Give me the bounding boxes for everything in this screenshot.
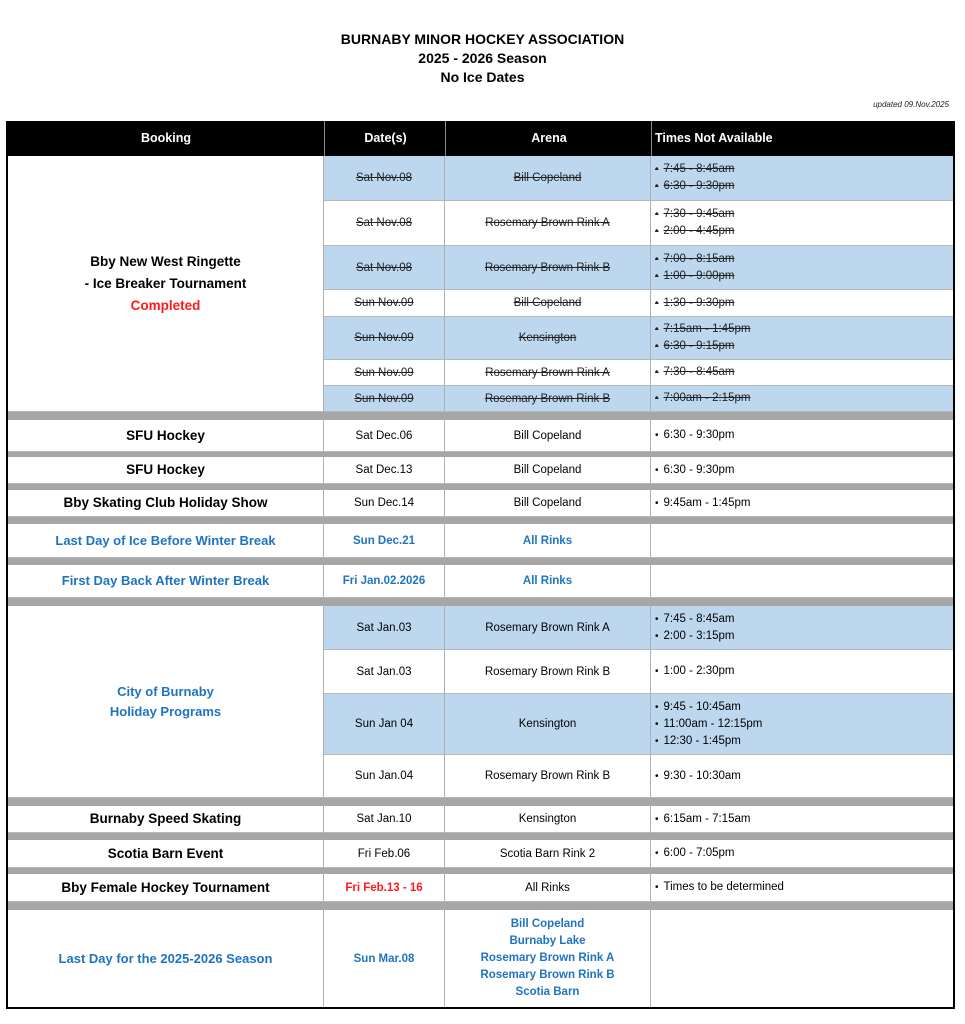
row-separator bbox=[8, 902, 953, 910]
date-cell: Sun Mar.08 bbox=[324, 910, 445, 1007]
arena-cell: Rosemary Brown Rink B bbox=[445, 755, 651, 798]
booking-speed-skating: Burnaby Speed Skating bbox=[8, 806, 324, 833]
time-slot: • 2:00 - 3:15pm bbox=[655, 628, 734, 645]
times-cell bbox=[651, 910, 953, 1007]
page-subtitle: No Ice Dates bbox=[440, 69, 525, 85]
booking-female-hockey: Bby Female Hockey Tournament bbox=[8, 874, 324, 902]
time-slot: • 9:45 - 10:45am bbox=[655, 699, 762, 716]
times-cell bbox=[651, 201, 953, 246]
times-cell bbox=[651, 840, 953, 868]
booking-sfu-hockey: SFU Hockey bbox=[8, 457, 324, 484]
time-slot: • 6:00 - 7:05pm bbox=[655, 845, 734, 862]
arena-cell: All Rinks bbox=[445, 524, 651, 558]
time-slot: • 7:00am - 2:15pm bbox=[655, 390, 750, 407]
time-slot: • 6:30 - 9:30pm bbox=[655, 462, 734, 479]
time-slot: • 7:45 - 8:45am bbox=[655, 611, 734, 628]
col-booking: Booking bbox=[141, 131, 191, 145]
booking-last-day-ice: Last Day of Ice Before Winter Break bbox=[8, 524, 324, 558]
times-cell bbox=[651, 156, 953, 201]
times-cell bbox=[651, 874, 953, 902]
times-cell bbox=[651, 524, 953, 558]
time-slot: • 7:00 - 8:15am bbox=[655, 251, 734, 268]
times-cell bbox=[651, 246, 953, 290]
date-cell: Sun Jan 04 bbox=[324, 694, 445, 755]
arena-cell: Scotia Barn Rink 2 bbox=[445, 840, 651, 868]
date-cell: Sun Nov.09 bbox=[324, 290, 445, 317]
arena-cell: Bill Copeland bbox=[445, 457, 651, 484]
arena-cell: Rosemary Brown Rink B bbox=[445, 386, 651, 412]
time-slot: • 1:00 - 2:30pm bbox=[655, 663, 734, 680]
booking-sfu-hockey: SFU Hockey bbox=[8, 420, 324, 452]
date-cell: Sat Dec.13 bbox=[324, 457, 445, 484]
season-title: 2025 - 2026 Season bbox=[418, 50, 547, 66]
arena-name: Bill Copeland bbox=[510, 918, 585, 930]
time-slot: • 11:00am - 12:15pm bbox=[655, 716, 762, 733]
date-cell: Sun Jan.04 bbox=[324, 755, 445, 798]
booking-first-day-back: First Day Back After Winter Break bbox=[8, 565, 324, 598]
row-separator bbox=[8, 558, 953, 565]
date-cell: Sat Nov.08 bbox=[324, 156, 445, 201]
date-cell: Sun Dec.14 bbox=[324, 490, 445, 517]
time-slot: • Times to be determined bbox=[655, 879, 784, 896]
booking-skating-club: Bby Skating Club Holiday Show bbox=[8, 490, 324, 517]
date-cell: Fri Jan.02.2026 bbox=[324, 565, 445, 598]
date-cell: Sun Nov.09 bbox=[324, 386, 445, 412]
arena-cell: Rosemary Brown Rink B bbox=[445, 650, 651, 694]
booking-city-of-burnaby bbox=[8, 606, 324, 798]
times-cell bbox=[651, 420, 953, 452]
arena-cell: All Rinks bbox=[445, 565, 651, 598]
arena-cell: Rosemary Brown Rink A bbox=[445, 606, 651, 650]
arena-name: Rosemary Brown Rink B bbox=[480, 969, 615, 981]
time-slot: • 6:30 - 9:30pm bbox=[655, 178, 734, 195]
col-arena: Arena bbox=[445, 121, 652, 156]
time-slot: • 12:30 - 1:45pm bbox=[655, 733, 762, 750]
time-slot: • 6:30 - 9:15pm bbox=[655, 338, 750, 355]
times-cell bbox=[651, 490, 953, 517]
org-title: BURNABY MINOR HOCKEY ASSOCIATION bbox=[340, 31, 625, 47]
no-ice-dates-table bbox=[6, 121, 955, 1009]
arena-cell: Kensington bbox=[445, 317, 651, 360]
booking-label: Bby New West Ringette bbox=[90, 253, 241, 269]
time-slot: • 6:30 - 9:30pm bbox=[655, 427, 734, 444]
time-slot: • 7:30 - 9:45am bbox=[655, 206, 734, 223]
date-cell: Sun Nov.09 bbox=[324, 317, 445, 360]
booking-label: - Ice Breaker Tournament bbox=[84, 275, 247, 291]
arena-cell: Rosemary Brown Rink A bbox=[445, 201, 651, 246]
updated-date: updated 09.Nov.2025 bbox=[873, 100, 949, 109]
status-completed: Completed bbox=[130, 297, 201, 313]
times-cell bbox=[651, 457, 953, 484]
date-cell: Fri Feb.06 bbox=[324, 840, 445, 868]
row-separator bbox=[8, 798, 953, 806]
date-cell: Sat Nov.08 bbox=[324, 201, 445, 246]
booking-last-day-season: Last Day for the 2025-2026 Season bbox=[8, 910, 324, 1007]
arena-cell: All Rinks bbox=[445, 874, 651, 902]
time-slot: • 7:15am - 1:45pm bbox=[655, 321, 750, 338]
times-cell bbox=[651, 650, 953, 694]
times-cell bbox=[651, 360, 953, 386]
times-cell bbox=[651, 565, 953, 598]
booking-label: Holiday Programs bbox=[109, 703, 222, 719]
times-cell bbox=[651, 386, 953, 412]
arena-cell: Kensington bbox=[445, 694, 651, 755]
arena-cell: Rosemary Brown Rink B bbox=[445, 246, 651, 290]
time-slot: • 2:00 - 4:45pm bbox=[655, 223, 734, 240]
time-slot: • 1:00 - 9:00pm bbox=[655, 268, 734, 285]
arena-cell bbox=[445, 910, 651, 1007]
booking-ringette bbox=[8, 156, 324, 412]
times-cell bbox=[651, 755, 953, 798]
arena-cell: Bill Copeland bbox=[445, 420, 651, 452]
arena-name: Burnaby Lake bbox=[509, 935, 586, 947]
row-separator bbox=[8, 412, 953, 420]
time-slot: • 6:15am - 7:15am bbox=[655, 811, 750, 828]
arena-cell: Bill Copeland bbox=[445, 490, 651, 517]
times-cell bbox=[651, 606, 953, 650]
col-dates: Date(s) bbox=[324, 121, 446, 156]
time-slot: • 9:30 - 10:30am bbox=[655, 768, 741, 785]
arena-cell: Bill Copeland bbox=[445, 156, 651, 201]
times-cell bbox=[651, 317, 953, 360]
time-slot: • 1:30 - 9:30pm bbox=[655, 295, 734, 312]
date-cell: Fri Feb.13 - 16 bbox=[324, 874, 445, 902]
arena-name: Scotia Barn bbox=[515, 986, 580, 998]
times-cell bbox=[651, 290, 953, 317]
date-cell: Sat Jan.03 bbox=[324, 650, 445, 694]
date-cell: Sun Nov.09 bbox=[324, 360, 445, 386]
date-cell: Sat Jan.03 bbox=[324, 606, 445, 650]
arena-cell: Bill Copeland bbox=[445, 290, 651, 317]
times-cell bbox=[651, 694, 953, 755]
arena-name: Rosemary Brown Rink A bbox=[480, 952, 615, 964]
date-cell: Sat Dec.06 bbox=[324, 420, 445, 452]
time-slot: • 9:45am - 1:45pm bbox=[655, 495, 750, 512]
arena-cell: Kensington bbox=[445, 806, 651, 833]
row-separator bbox=[8, 598, 953, 606]
times-cell bbox=[651, 806, 953, 833]
table-header bbox=[8, 121, 953, 156]
booking-scotia-barn: Scotia Barn Event bbox=[8, 840, 324, 868]
date-cell: Sat Nov.08 bbox=[324, 246, 445, 290]
arena-cell: Rosemary Brown Rink A bbox=[445, 360, 651, 386]
booking-label: City of Burnaby bbox=[117, 683, 214, 699]
date-cell: Sat Jan.10 bbox=[324, 806, 445, 833]
time-slot: • 7:30 - 8:45am bbox=[655, 364, 734, 381]
row-separator bbox=[8, 833, 953, 840]
time-slot: • 7:45 - 8:45am bbox=[655, 161, 734, 178]
date-cell: Sun Dec.21 bbox=[324, 524, 445, 558]
row-separator bbox=[8, 517, 953, 524]
col-times: Times Not Available bbox=[651, 121, 953, 156]
